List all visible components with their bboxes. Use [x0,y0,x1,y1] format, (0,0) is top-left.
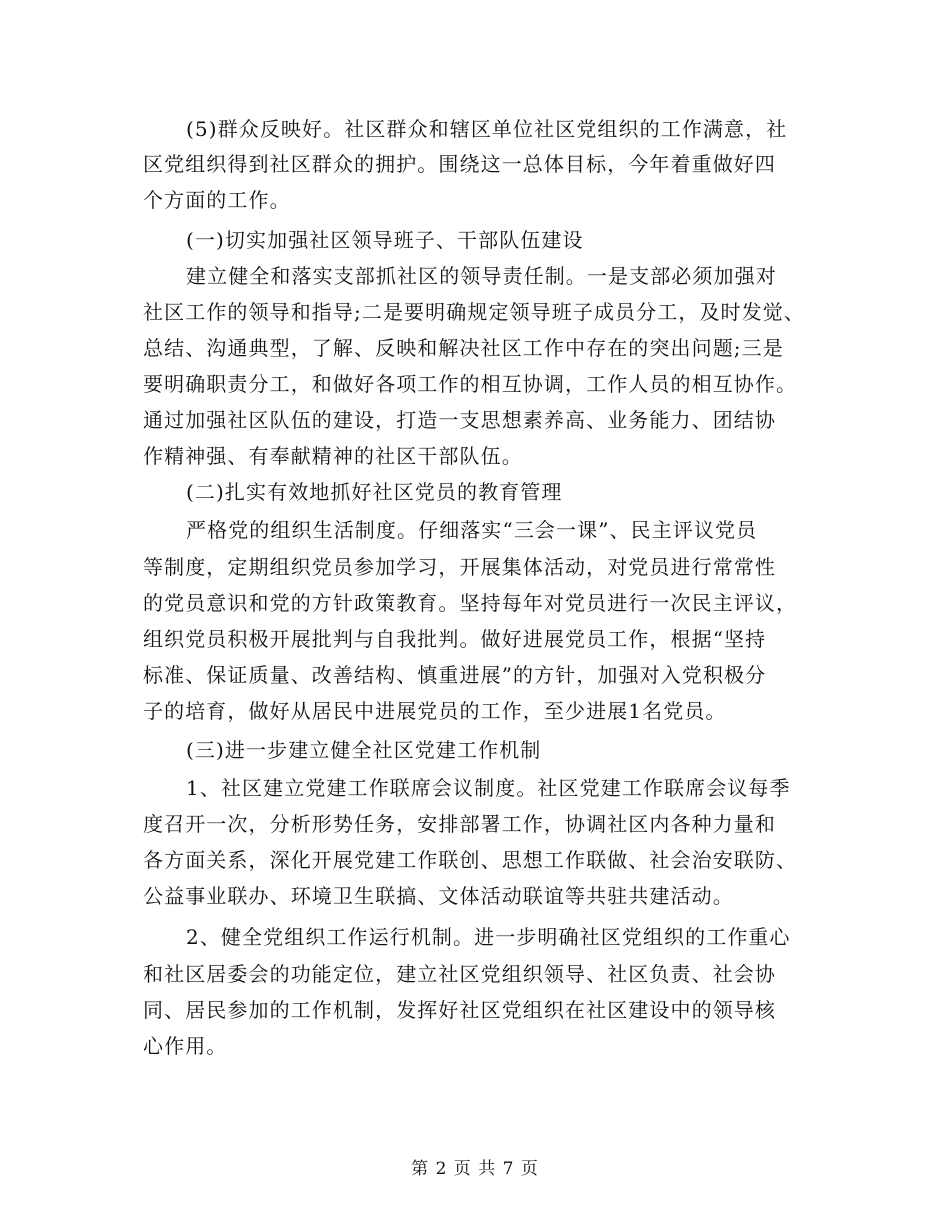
paragraph-line: 2、健全党组织工作运行机制。进一步明确社区党组织的工作重心 [186,925,791,949]
paragraph-line: (5)群众反映好。社区群众和辖区单位社区党组织的工作满意，社 [186,117,788,141]
paragraph-line: 建立健全和落实支部抓社区的领导责任制。一是支部必须加强对 [186,264,777,288]
paragraph-line: 通过加强社区队伍的建设，打造一支思想素养高、业务能力、团结协 [143,408,776,432]
paragraph-line: 心作用。 [143,1034,228,1058]
section-heading: (三)进一步建立健全社区党建工作机制 [186,738,542,762]
paragraph-line: 子的培育，做好从居民中进展党员的工作，至少进展1名党员。 [143,699,727,723]
paragraph-line: 个方面的工作。 [143,188,291,212]
section-heading: (一)切实加强社区领导班子、干部队伍建设 [186,228,584,252]
paragraph-line: 1、社区建立党建工作联席会议制度。社区党建工作联席会议每季 [186,776,791,800]
paragraph-line: 组织党员积极开展批判与自我批判。做好进展党员工作，根据“坚持 [143,627,767,651]
paragraph-line: 标准、保证质量、改善结构、慎重进展”的方针，加强对入党积极分 [143,663,767,687]
paragraph-line: 总结、沟通典型，了解、反映和解决社区工作中存在的突出问题;三是 [143,336,784,360]
paragraph-line: 要明确职责分工，和做好各项工作的相互协调，工作人员的相互协作。 [143,372,798,396]
section-heading: (二)扎实有效地抓好社区党员的教育管理 [186,480,563,504]
paragraph-line: 作精神强、有奉献精神的社区干部队伍。 [143,444,523,468]
paragraph-line: 的党员意识和党的方针政策教育。坚持每年对党员进行一次民主评议， [143,591,798,615]
page-footer: 第 2 页 共 7 页 [411,1159,539,1179]
paragraph-line: 等制度，定期组织党员参加学习，开展集体活动，对党员进行常常性 [143,555,776,579]
paragraph-line: 度召开一次，分析形势任务，安排部署工作，协调社区内各种力量和 [143,812,776,836]
paragraph-line: 和社区居委会的功能定位，建立社区党组织领导、社区负责、社会协 [143,962,776,986]
paragraph-line: 区党组织得到社区群众的拥护。围绕这一总体目标，今年着重做好四 [143,152,776,176]
paragraph-line: 公益事业联办、环境卫生联搞、文体活动联谊等共驻共建活动。 [143,884,734,908]
paragraph-line: 各方面关系，深化开展党建工作联创、思想工作联做、社会治安联防、 [143,848,798,872]
paragraph-line: 同、居民参加的工作机制，发挥好社区党组织在社区建设中的领导核 [143,998,776,1022]
paragraph-line: 社区工作的领导和指导;二是要明确规定领导班子成员分工，及时发觉、 [143,300,805,324]
paragraph-line: 严格党的组织生活制度。仔细落实“三会一课”、民主评议党员 [186,518,758,542]
